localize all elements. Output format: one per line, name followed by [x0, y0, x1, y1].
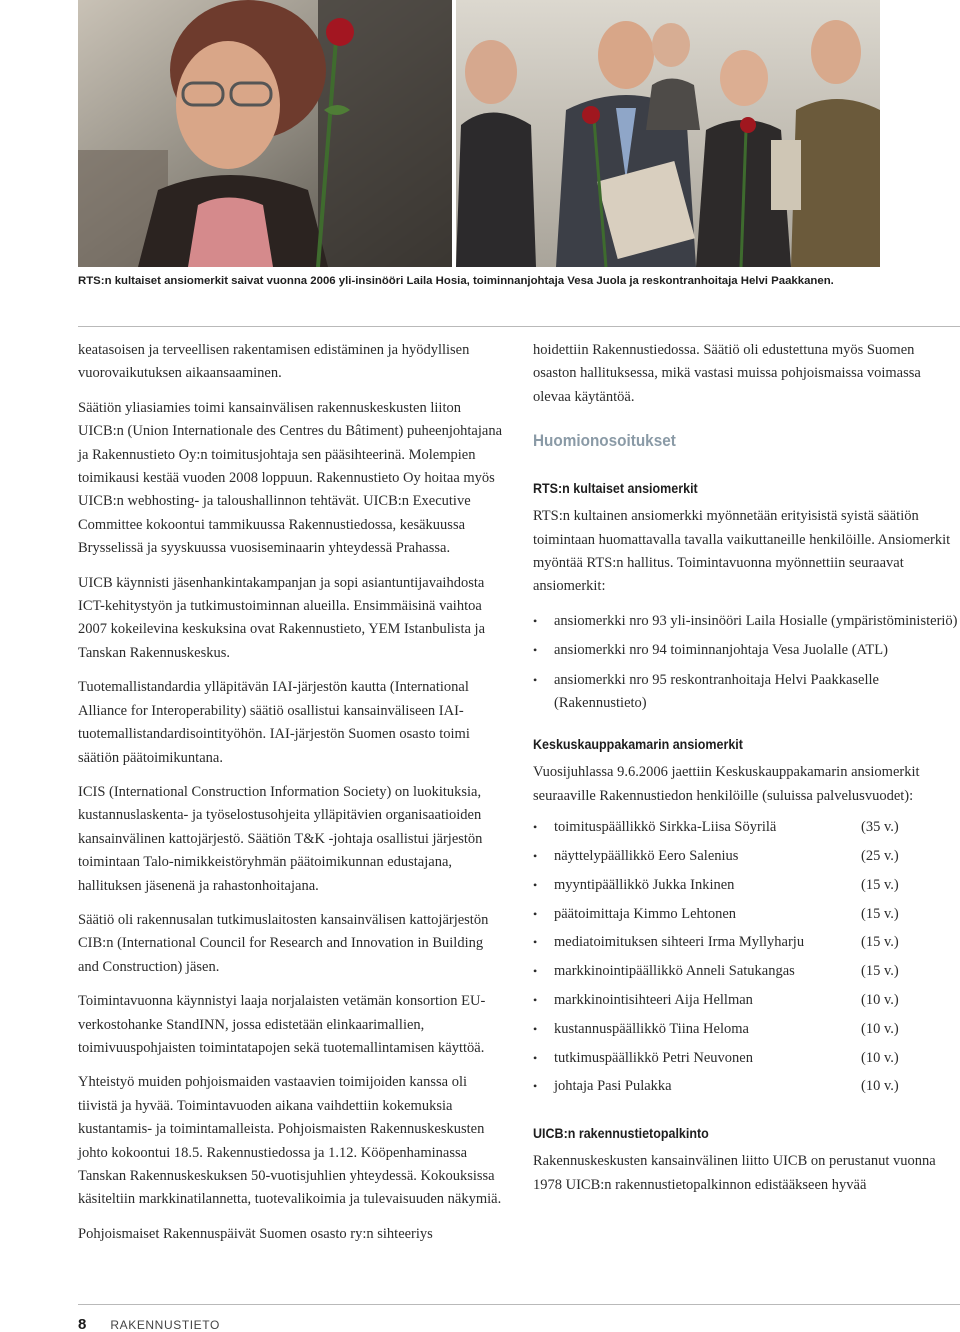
service-years: (10 v.) — [861, 1078, 899, 1095]
paragraph: Toimintavuonna käynnistyi laaja norjalaisten vetämän konsortion EU-verkostohanke StandINN, jossa edistetään elinkaarimallien, toimivuuspohjaisten toimintatapojen sekä tuotemallintamisen käyttöä. — [78, 993, 486, 1056]
paragraph: Yhteistyö muiden pohjoismaiden vastaavien toimijoiden kanssa oli tiivistä ja hyvää. Toimintavuoden aikana vaihdettiin kokemuksia kustantamis- ja toimintamalleista. Pohjoismaisten Rakennuskeskusten johto kokoontui 18.5. Rakennustiedossa ja 1.12. Kööpenhaminassa Tanskan Rakennuskeskuksen 50-vuotisjuhlien yhteydessä. Kokouksissa käsiteltiin markkinatilannetta, tuotevalikoimia ja tulevaisuuden näkymiä. — [78, 1074, 502, 1208]
service-years: (10 v.) — [861, 992, 899, 1009]
paragraph: Vuosijuhlassa 9.6.2006 jaettiin Keskuskauppakamarin ansiomerkit seuraaville Rakennustiedon henkilöille (suluissa palvelusvuodet): — [533, 764, 920, 804]
list-item — [533, 960, 960, 989]
photo-recipients-group — [456, 0, 880, 267]
publication-name: RAKENNUSTIETO — [110, 1318, 220, 1332]
paragraph: Rakennuskeskusten kansainvälinen liitto UICB on perustanut vuonna 1978 UICB:n rakennustietopalkinnon edistääkseen hyvää — [533, 1153, 936, 1193]
service-years: (35 v.) — [861, 819, 899, 836]
award-name: tutkimuspäällikkö Petri Neuvonen — [554, 1049, 753, 1066]
photo-award-recipient-image — [78, 0, 452, 267]
paragraph: keatasoisen ja terveellisen rakentamisen edistäminen ja hyödyllisen vuorovaikutuksen aikaansaaminen. — [78, 342, 470, 382]
award-name: näyttelypäällikkö Eero Salenius — [554, 848, 739, 865]
service-years: (15 v.) — [861, 905, 899, 922]
service-years: (15 v.) — [861, 876, 899, 893]
photo-award-recipient — [78, 0, 452, 267]
list-item — [533, 874, 960, 903]
list-item: • ansiomerkki nro 95 reskontranhoitaja Helvi Paakkaselle (Rakennustieto) — [533, 669, 960, 716]
paragraph: ICIS (International Construction Information Society) on luokituksia, kustannuslaskenta- ja työselostusohjeita ylläpitävien organisaatioiden kansainvälinen kattojärjestö. Säätiön T&K -johtaja osallistui järjestön toimintaan Talo-nimikkeistöryhmän päätoimikunnan edustajana, hallituksen jäsenenä ja rahastonhoitajana. — [78, 783, 483, 894]
service-years: (10 v.) — [861, 1049, 899, 1066]
service-years: (10 v.) — [861, 1020, 899, 1037]
list-item — [533, 989, 960, 1018]
paragraph: Pohjoismaiset Rakennuspäivät Suomen osasto ry:n sihteeriys — [78, 1225, 433, 1242]
page-footer — [78, 1316, 220, 1332]
list-item — [533, 1018, 960, 1047]
right-column — [533, 339, 960, 1208]
left-column — [78, 339, 504, 1257]
subheading-rts: RTS:n kultaiset ansiomerkit — [533, 481, 698, 497]
subheading-uicb: UICB:n rakennustietopalkinto — [533, 1126, 709, 1142]
award-name: mediatoimituksen sihteeri Irma Myllyharju — [554, 934, 805, 951]
award-name: päätoimittaja Kimmo Lehtonen — [554, 905, 737, 922]
list-item — [533, 903, 960, 932]
list-item — [533, 1047, 960, 1076]
paragraph: Tuotemallistandardia ylläpitävän IAI-järjestön kautta (International Alliance for Interoperability) säätiö osallistui kansainväliseen IAI-tuotemallistandardisointityöhön. IAI-järjestön Suomen osasto toimi säätiön päätoimikuntana. — [78, 679, 470, 766]
service-years: (25 v.) — [861, 848, 899, 865]
award-name: kustannuspäällikkö Tiina Heloma — [554, 1020, 749, 1037]
paragraph: Säätiön yliasiamies toimi kansainvälisen rakennuskeskusten liiton UICB:n (Union Internationale des Centres du Bâtiment) puheenjohtajana ja Rakennustieto Oy:n toimitusjohtaja sen pääsihteerinä. Molempien toimikausi kestää vuoden 2008 loppuun. Rakennustieto Oy hoitaa myös UICB:n webhosting- ja taloushallinnon tehtävät. UICB:n Executive Committee kokoontui tammikuussa Rakennustiedossa, kesäkuussa Brysselissä ja syyskuussa vuosiseminaarin yhteydessä Prahassa. — [78, 399, 503, 557]
paragraph: hoidettiin Rakennustiedossa. Säätiö oli edustettuna myös Suomen osaston hallituksessa, mikä vastasi muissa pohjoismaissa voimassa olevaa käytäntöä. — [533, 342, 921, 405]
list-item — [533, 931, 960, 960]
paragraph: RTS:n kultainen ansiomerkki myönnetään erityisistä syistä säätiön toimintaan huomattavalla tavalla vaikuttaneille henkilöille. Ansiomerkit myöntää RTS:n hallitus. Toimintavuonna myönnettiin seuraavat ansiomerkit: — [533, 508, 951, 595]
service-years: (15 v.) — [861, 963, 899, 980]
award-name: johtaja Pasi Pulakka — [554, 1078, 672, 1095]
award-name: markkinointipäällikkö Anneli Satukangas — [554, 963, 795, 980]
paragraph: Säätiö oli rakennusalan tutkimuslaitosten kansainvälisen kattojärjestön CIB:n (International Council for Research and Innovation in Building and Construction) jäsen. — [78, 911, 489, 975]
rts-award-list — [533, 610, 960, 716]
list-item — [533, 1075, 960, 1104]
subheading-keskuskauppakamari: Keskuskauppakamarin ansiomerkit — [533, 737, 743, 753]
top-divider — [78, 326, 960, 327]
section-title: Huomionosoitukset — [533, 431, 676, 451]
list-item — [533, 845, 960, 874]
photo-caption: RTS:n kultaiset ansiomerkit saivat vuonna 2006 yli-insinööri Laila Hosia, toiminnanjohtaja Vesa Juola ja reskontranhoitaja Helvi Paakkanen. — [78, 275, 834, 287]
award-name: toimituspäällikkö Sirkka-Liisa Söyrilä — [554, 819, 777, 836]
photo-recipients-group-image — [456, 0, 880, 267]
page-number: 8 — [78, 1316, 87, 1332]
list-item: • ansiomerkki nro 94 toiminnanjohtaja Vesa Juolalle (ATL) — [533, 639, 960, 662]
list-item — [533, 816, 960, 845]
list-item: • ansiomerkki nro 93 yli-insinööri Laila Hosialle (ympäristöministeriö) — [533, 610, 960, 633]
award-name: markkinointisihteeri Aija Hellman — [554, 992, 753, 1009]
award-name: myyntipäällikkö Jukka Inkinen — [554, 876, 735, 893]
keskuskauppakamari-award-list — [533, 816, 960, 1104]
service-years: (15 v.) — [861, 934, 899, 951]
paragraph: UICB käynnisti jäsenhankintakampanjan ja sopi asiantuntijavaihdosta ICT-kehitystyön ja tutkimustoiminnan alueilla. Ensimmäisinä vaihtoa 2007 kokeilevina keskuksina ovat Rakennustieto, YEM Istanbulista ja Tanskan Rakennuskeskus. — [78, 574, 485, 661]
footer-divider — [78, 1304, 960, 1305]
